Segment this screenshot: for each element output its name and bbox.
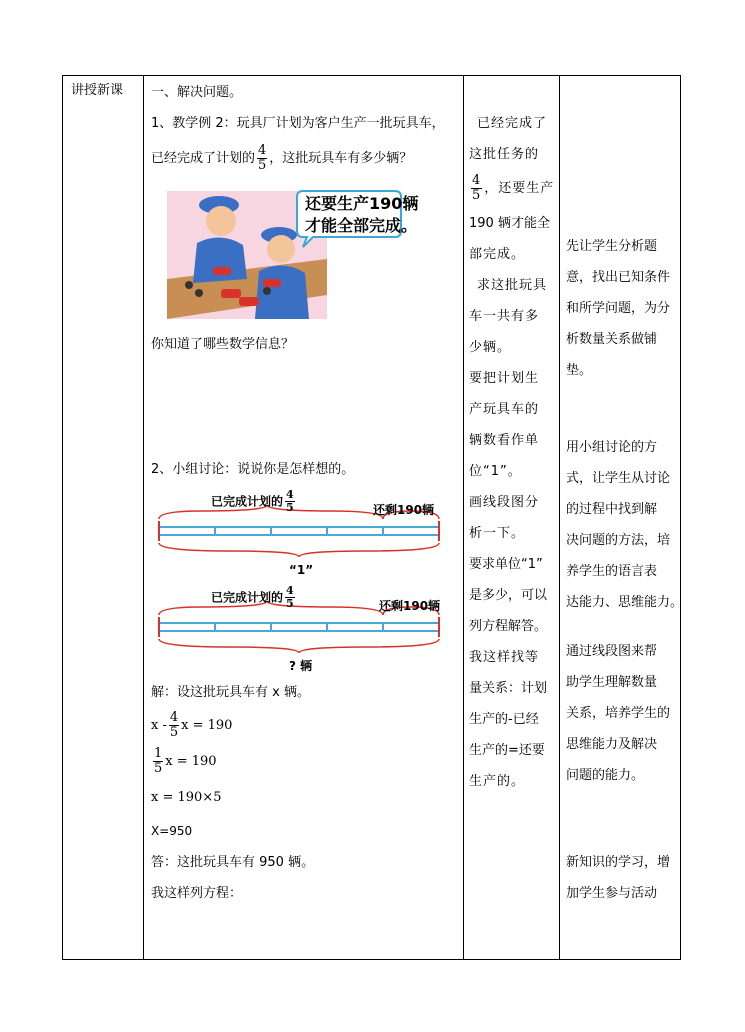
answer-text: 答：这批玩具车有 950 辆。 — [151, 855, 315, 870]
segment-diagram-1 — [151, 485, 451, 581]
activity-line: 产玩具车的 — [469, 402, 540, 417]
intent-line: 问题的能力。 — [566, 768, 645, 783]
seg2-total-label: ? 辆 — [289, 659, 313, 673]
example-text-a: 已经完成了计划的 — [151, 151, 256, 166]
intent-line: 垫。 — [566, 363, 593, 378]
fraction-four-fifths: $\frac{4}{5}$ — [472, 173, 482, 203]
column-divider — [463, 76, 464, 959]
intent-line: 用小组讨论的方 — [566, 440, 658, 455]
fraction-four-fifths — [257, 144, 267, 173]
activity-line: 位“1”。 — [469, 464, 522, 479]
intent-line: 通过线段图来帮 — [566, 644, 658, 659]
activity-line: 量关系：计划 — [469, 681, 548, 696]
intent-line: 思维能力及解决 — [566, 737, 658, 752]
teaching-content — [151, 76, 461, 909]
section-heading: 一、解决问题。 — [151, 85, 243, 100]
seg1-right-label: 还剩190辆 — [373, 503, 435, 517]
activity-line: 生产的=还要 — [469, 743, 545, 758]
lesson-table — [62, 75, 684, 960]
activity-line: 要求单位“1” — [469, 557, 543, 572]
intent-line: 的过程中找到解 — [566, 502, 658, 517]
example-text-b: ，这批玩具车有多少辆？ — [269, 151, 413, 166]
activity-line: 这批任务的 — [469, 147, 540, 162]
activity-line: 要把计划生 — [469, 371, 540, 386]
activity-line: 求这批玩具 — [477, 278, 548, 293]
activity-line: 辆数看作单 — [469, 433, 540, 448]
activity-line: 生产的-已经 — [469, 712, 539, 727]
activity-line: 已经完成了 — [477, 116, 548, 131]
example-line-1: 1、教学例 2：玩具厂计划为客户生产一批玩具车， — [151, 116, 445, 131]
intent-line: 养学生的语言表 — [566, 564, 658, 579]
activity-line: 列方程解答。 — [469, 619, 548, 634]
activity-line: 部完成。 — [469, 247, 526, 262]
toy-factory-illustration — [163, 187, 419, 323]
seg1-total-label: “1” — [289, 563, 314, 577]
activity-line: 画线段图分 — [469, 495, 540, 510]
discussion-prompt: 2、小组讨论：说说你是怎样想的。 — [151, 462, 355, 477]
question-text: 你知道了哪些数学信息？ — [151, 337, 295, 352]
my-equation-prompt: 我这样列方程： — [151, 886, 243, 901]
equation-4: X=950 — [151, 824, 193, 838]
activity-line: 少辆。 — [469, 340, 512, 355]
activity-line: 析一下。 — [469, 526, 526, 541]
activity-line: $\frac{4}{5}$ ，还要生产 — [472, 173, 555, 203]
fraction-denominator: 5 — [258, 158, 267, 173]
intent-line: 关系，培养学生的 — [566, 706, 671, 721]
seg2-left-label: 已完成计划的 $\frac{4}{5}$ — [211, 584, 294, 610]
intent-line: 达能力、思维能力。 — [566, 595, 684, 610]
bubble-line-1: 还要生产190辆 — [305, 194, 419, 213]
equation-2 — [151, 744, 461, 780]
intent-line: 助学生理解数量 — [566, 675, 658, 690]
fraction-one-fifth: $\frac{1}{5}$ — [154, 746, 163, 776]
intent-line: 和所学问题，为分 — [566, 301, 671, 316]
column-divider — [559, 76, 560, 959]
bubble-line-2: 才能全部完成。 — [305, 216, 418, 235]
fraction-four-fifths: $\frac{4}{5}$ — [286, 488, 294, 514]
speech-bubble-text — [305, 193, 419, 237]
design-intent — [566, 231, 684, 909]
intent-line: 新知识的学习，增 — [566, 855, 671, 870]
activity-line: 是多少，可以 — [469, 588, 548, 603]
fraction-numerator: 4 — [258, 143, 267, 158]
stage-label-text: 讲授新课 — [71, 83, 124, 98]
intent-line: 先让学生分析题 — [566, 239, 658, 254]
equation-3: x = 190×5 — [151, 790, 222, 805]
column-divider — [143, 76, 144, 959]
intent-line: 意，找出已知条件 — [566, 270, 671, 285]
stage-label — [71, 80, 123, 102]
intent-line: 析数量关系做铺 — [566, 332, 658, 347]
intent-line: 加学生参与活动 — [566, 886, 658, 901]
segment-diagram-2 — [151, 581, 451, 677]
example-line-2 — [151, 139, 461, 179]
fraction-four-fifths: $\frac{4}{5}$ — [169, 710, 179, 740]
equation-1 — [151, 708, 461, 744]
eq2-right: x = 190 — [165, 754, 217, 769]
solution-setup: 解：设这批玩具车有 x 辆。 — [151, 685, 310, 700]
eq1-right: x = 190 — [181, 718, 233, 733]
intent-line: 式，让学生从讨论 — [566, 471, 671, 486]
eq1-left: x - — [151, 718, 167, 733]
seg2-right-label: 还剩190辆 — [379, 599, 441, 613]
fraction-four-fifths: $\frac{4}{5}$ — [286, 584, 294, 610]
activity-line: 生产的。 — [469, 774, 526, 789]
student-activity — [469, 108, 553, 797]
activity-line: 车一共有多 — [469, 309, 540, 324]
activity-line: 190 辆才能全 — [469, 216, 550, 231]
seg1-left-label: 已完成计划的 $\frac{4}{5}$ — [211, 488, 294, 514]
activity-line: 我这样找等 — [469, 650, 540, 665]
intent-line: 决问题的方法，培 — [566, 533, 671, 548]
